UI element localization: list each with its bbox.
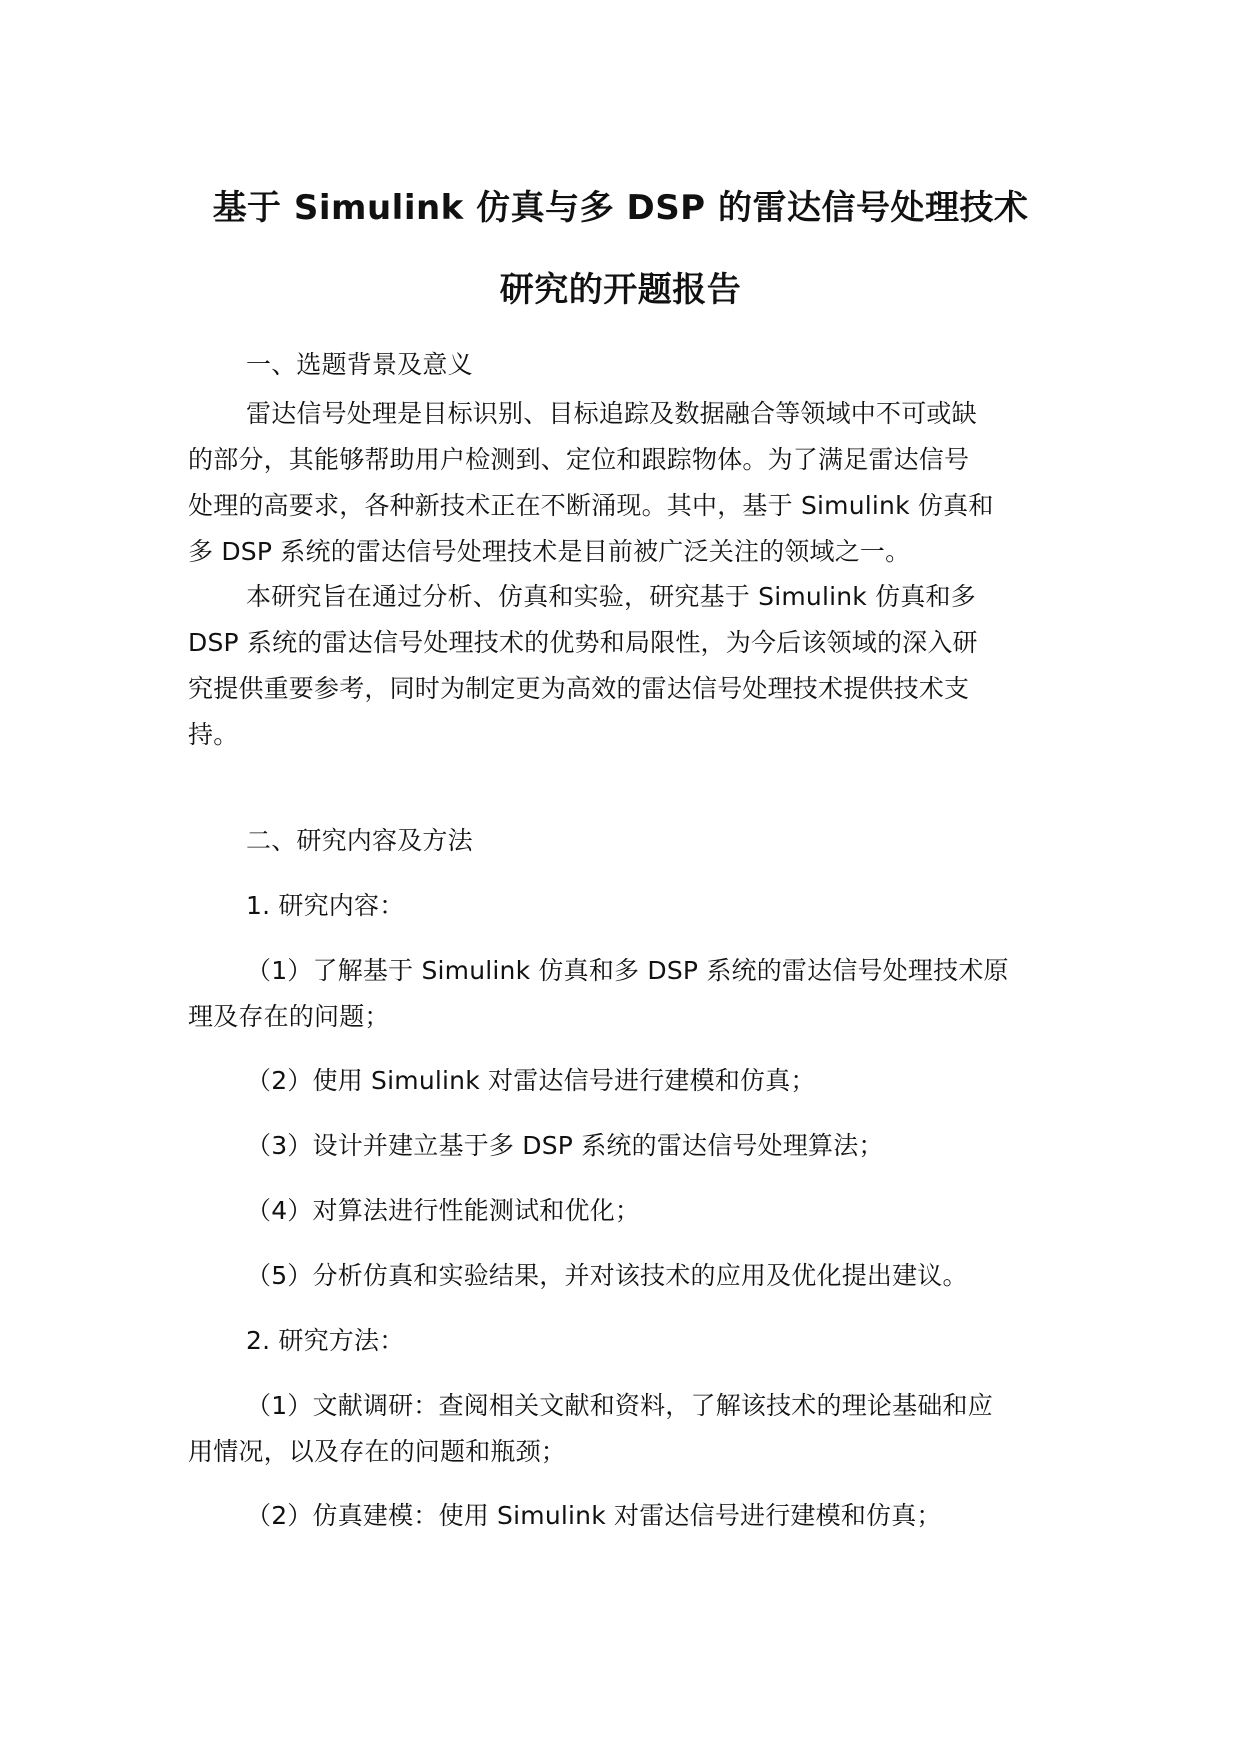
list-item-method-1	[188, 1383, 1058, 1475]
list-item-line: （5）分析仿真和实验结果，并对该技术的应用及优化提出建议。	[246, 1261, 968, 1290]
list-item-line: （3）设计并建立基于多 DSP 系统的雷达信号处理算法；	[246, 1131, 884, 1160]
paragraph-line: 究提供重要参考，同时为制定更为高效的雷达信号处理技术提供技术支	[188, 674, 970, 703]
paragraph-line: 的部分，其能够帮助用户检测到、定位和跟踪物体。为了满足雷达信号	[188, 445, 970, 474]
paragraph-background	[188, 391, 1058, 575]
subheading-text: 1. 研究内容：	[246, 891, 405, 920]
list-item-line: （2）使用 Simulink 对雷达信号进行建模和仿真；	[246, 1066, 816, 1095]
list-item-line: （2）仿真建模：使用 Simulink 对雷达信号进行建模和仿真；	[246, 1501, 942, 1530]
document-title-line-1: 基于 Simulink 仿真与多 DSP 的雷达信号处理技术	[212, 188, 1029, 228]
list-item-content-1	[188, 948, 1058, 1040]
document-title-line-2: 研究的开题报告	[499, 270, 742, 310]
paragraph-line: 持。	[188, 720, 239, 749]
section-heading-background	[188, 342, 1058, 388]
list-item-line: （4）对算法进行性能测试和优化；	[246, 1196, 641, 1225]
section-heading-text: 一、选题背景及意义	[246, 350, 473, 379]
paragraph-line: 处理的高要求，各种新技术正在不断涌现。其中，基于 Simulink 仿真和	[188, 491, 994, 520]
paragraph-line: DSP 系统的雷达信号处理技术的优势和局限性，为今后该领域的深入研	[188, 628, 978, 657]
list-item-content-2	[188, 1058, 1058, 1104]
list-item-line: 用情况，以及存在的问题和瓶颈；	[188, 1437, 567, 1466]
list-item-content-3	[188, 1123, 1058, 1169]
list-item-content-5	[188, 1253, 1058, 1299]
paragraph-line: 多 DSP 系统的雷达信号处理技术是目前被广泛关注的领域之一。	[188, 537, 911, 566]
paragraph-line: 本研究旨在通过分析、仿真和实验，研究基于 Simulink 仿真和多	[246, 582, 976, 611]
list-item-line: （1）文献调研：查阅相关文献和资料，了解该技术的理论基础和应	[246, 1391, 993, 1420]
list-item-line: 理及存在的问题；	[188, 1002, 390, 1031]
subheading-research-content	[188, 883, 1058, 929]
list-item-line: （1）了解基于 Simulink 仿真和多 DSP 系统的雷达信号处理技术原	[246, 956, 1009, 985]
paragraph-purpose	[188, 574, 1058, 758]
subheading-research-methods	[188, 1318, 1058, 1364]
section-heading-content-methods	[188, 818, 1058, 864]
list-item-method-2	[188, 1493, 1058, 1539]
section-heading-text: 二、研究内容及方法	[246, 826, 473, 855]
paragraph-line: 雷达信号处理是目标识别、目标追踪及数据融合等领域中不可或缺	[246, 399, 977, 428]
list-item-content-4	[188, 1188, 1058, 1234]
subheading-text: 2. 研究方法：	[246, 1326, 405, 1355]
